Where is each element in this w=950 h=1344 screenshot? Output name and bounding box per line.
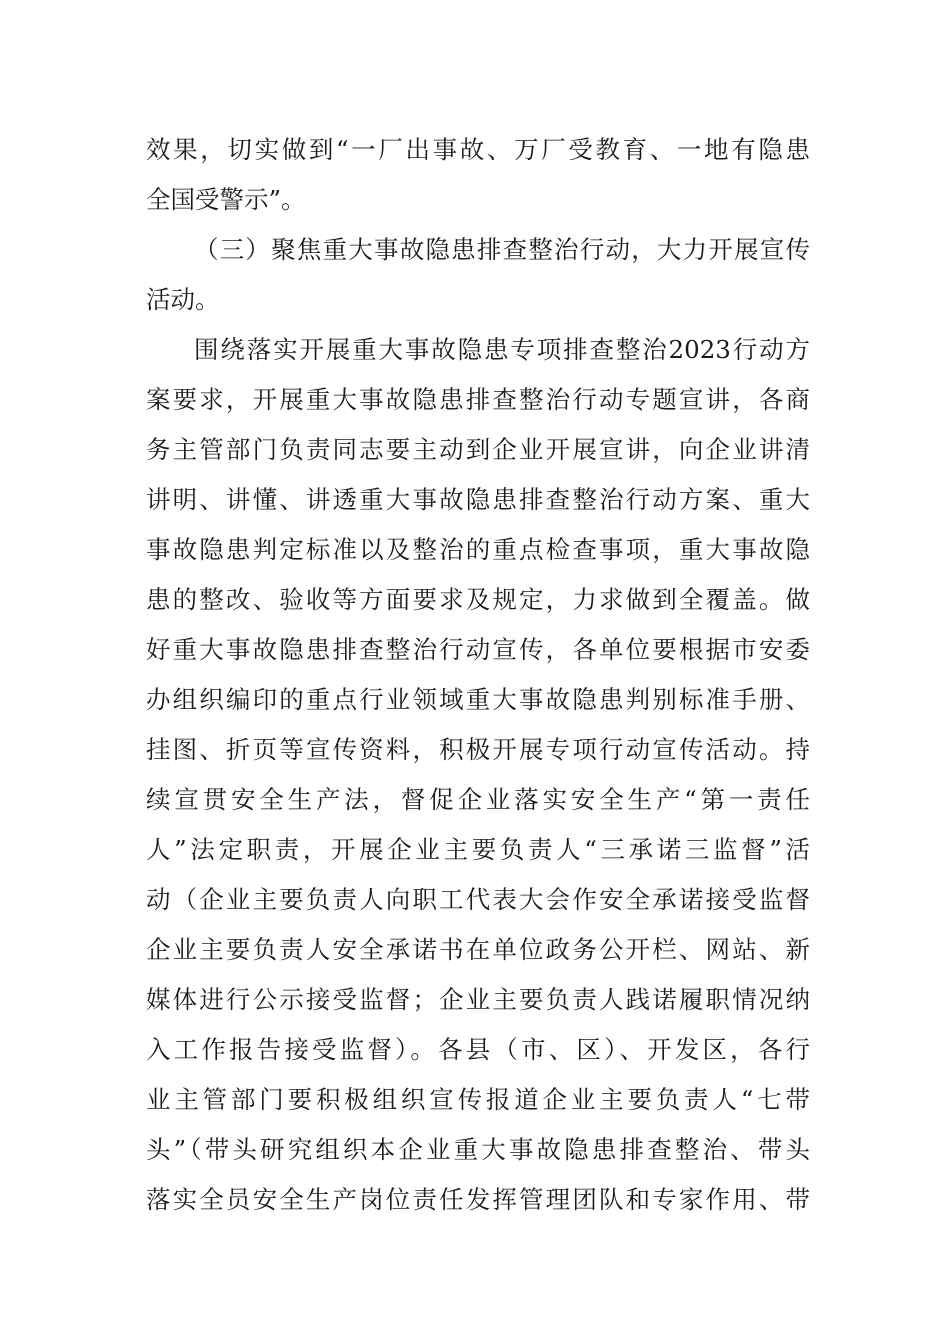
text-line-20: 业主管部门要积极组织宣传报道企业主要负责人“七带 <box>146 1085 810 1114</box>
text-line-14: 续宣贯安全生产法，督促企业落实安全生产“第一责任 <box>146 785 810 814</box>
text-line-15: 人”法定职责，开展企业主要负责人“三承诺三监督”活 <box>146 835 810 864</box>
text-line-22: 落实全员安全生产岗位责任发挥管理团队和专家作用、带 <box>146 1185 810 1214</box>
section-heading-3: （三）聚焦重大事故隐患排查整治行动，大力开展宣传 <box>194 235 810 264</box>
text-line-21: 头”（带头研究组织本企业重大事故隐患排查整治、带头 <box>146 1135 810 1164</box>
text-line-9: 事故隐患判定标准以及整治的重点检查事项，重大事故隐 <box>146 535 810 564</box>
text-line-16: 动（企业主要负责人向职工代表大会作安全承诺接受监督 <box>146 885 810 914</box>
text-line-17: 企业主要负责人安全承诺书在单位政务公开栏、网站、新 <box>146 935 810 964</box>
section-heading-3-cont: 活动。 <box>146 285 220 314</box>
text-line-18: 媒体进行公示接受监督；企业主要负责人践诺履职情况纳 <box>146 985 810 1014</box>
text-line-5: 围绕落实开展重大事故隐患专项排查整治2023行动方 <box>194 335 810 364</box>
text-line-6: 案要求，开展重大事故隐患排查整治行动专题宣讲，各商 <box>146 385 810 414</box>
text-line-11: 好重大事故隐患排查整治行动宣传，各单位要根据市安委 <box>146 635 810 664</box>
text-line-19: 入工作报告接受监督）。各县（市、区）、开发区，各行 <box>146 1035 810 1064</box>
text-line-12: 办组织编印的重点行业领域重大事故隐患判别标准手册、 <box>146 685 810 714</box>
text-line-10: 患的整改、验收等方面要求及规定，力求做到全覆盖。做 <box>146 585 810 614</box>
text-line-8: 讲明、讲懂、讲透重大事故隐患排查整治行动方案、重大 <box>146 485 810 514</box>
text-line-1: 效果，切实做到“一厂出事故、万厂受教育、一地有隐患 <box>146 135 810 164</box>
text-line-2: 全国受警示”。 <box>146 185 306 214</box>
text-line-7: 务主管部门负责同志要主动到企业开展宣讲，向企业讲清 <box>146 435 810 464</box>
text-line-13: 挂图、折页等宣传资料，积极开展专项行动宣传活动。持 <box>146 735 810 764</box>
